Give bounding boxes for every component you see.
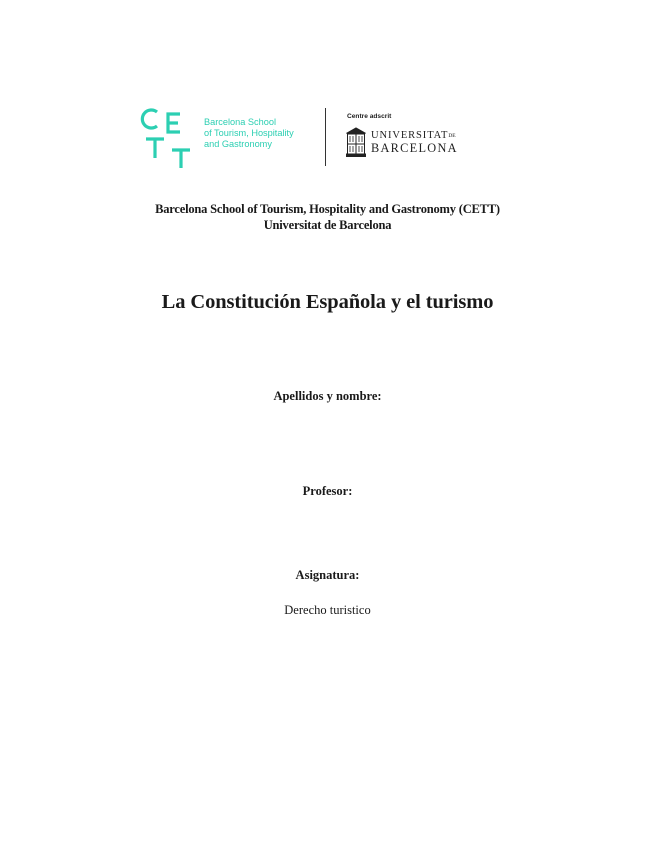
ub-seal-icon <box>346 127 366 157</box>
cett-text-line-3: and Gastronomy <box>204 139 272 149</box>
profesor-label: Profesor: <box>302 484 353 498</box>
logo-header <box>140 104 460 168</box>
institution-line-2: Universitat de Barcelona <box>263 218 392 232</box>
institution-block <box>0 201 655 233</box>
asignatura-label: Asignatura: <box>295 568 360 582</box>
apellidos-label: Apellidos y nombre: <box>273 389 382 403</box>
document-title: La Constitución Española y el turismo <box>161 291 494 313</box>
ub-name-suffix: DE <box>448 133 456 139</box>
cett-logo-icon <box>140 106 196 168</box>
ub-name-line-1: UNIVERSITAT <box>371 130 449 141</box>
cett-text-line-2: of Tourism, Hospitality <box>204 128 294 138</box>
cett-text-line-1: Barcelona School <box>204 117 277 127</box>
cett-logo-text <box>204 117 294 150</box>
ub-name-line-2: BARCELONA <box>371 141 458 155</box>
asignatura-value: Derecho turistico <box>284 603 371 617</box>
logo-divider <box>325 108 326 166</box>
institution-line-1: Barcelona School of Tourism, Hospitality and Gastronomy (CETT) <box>155 202 500 216</box>
centre-adscrit-label: Centre adscrit <box>347 113 392 120</box>
ub-logo-text <box>371 130 458 154</box>
